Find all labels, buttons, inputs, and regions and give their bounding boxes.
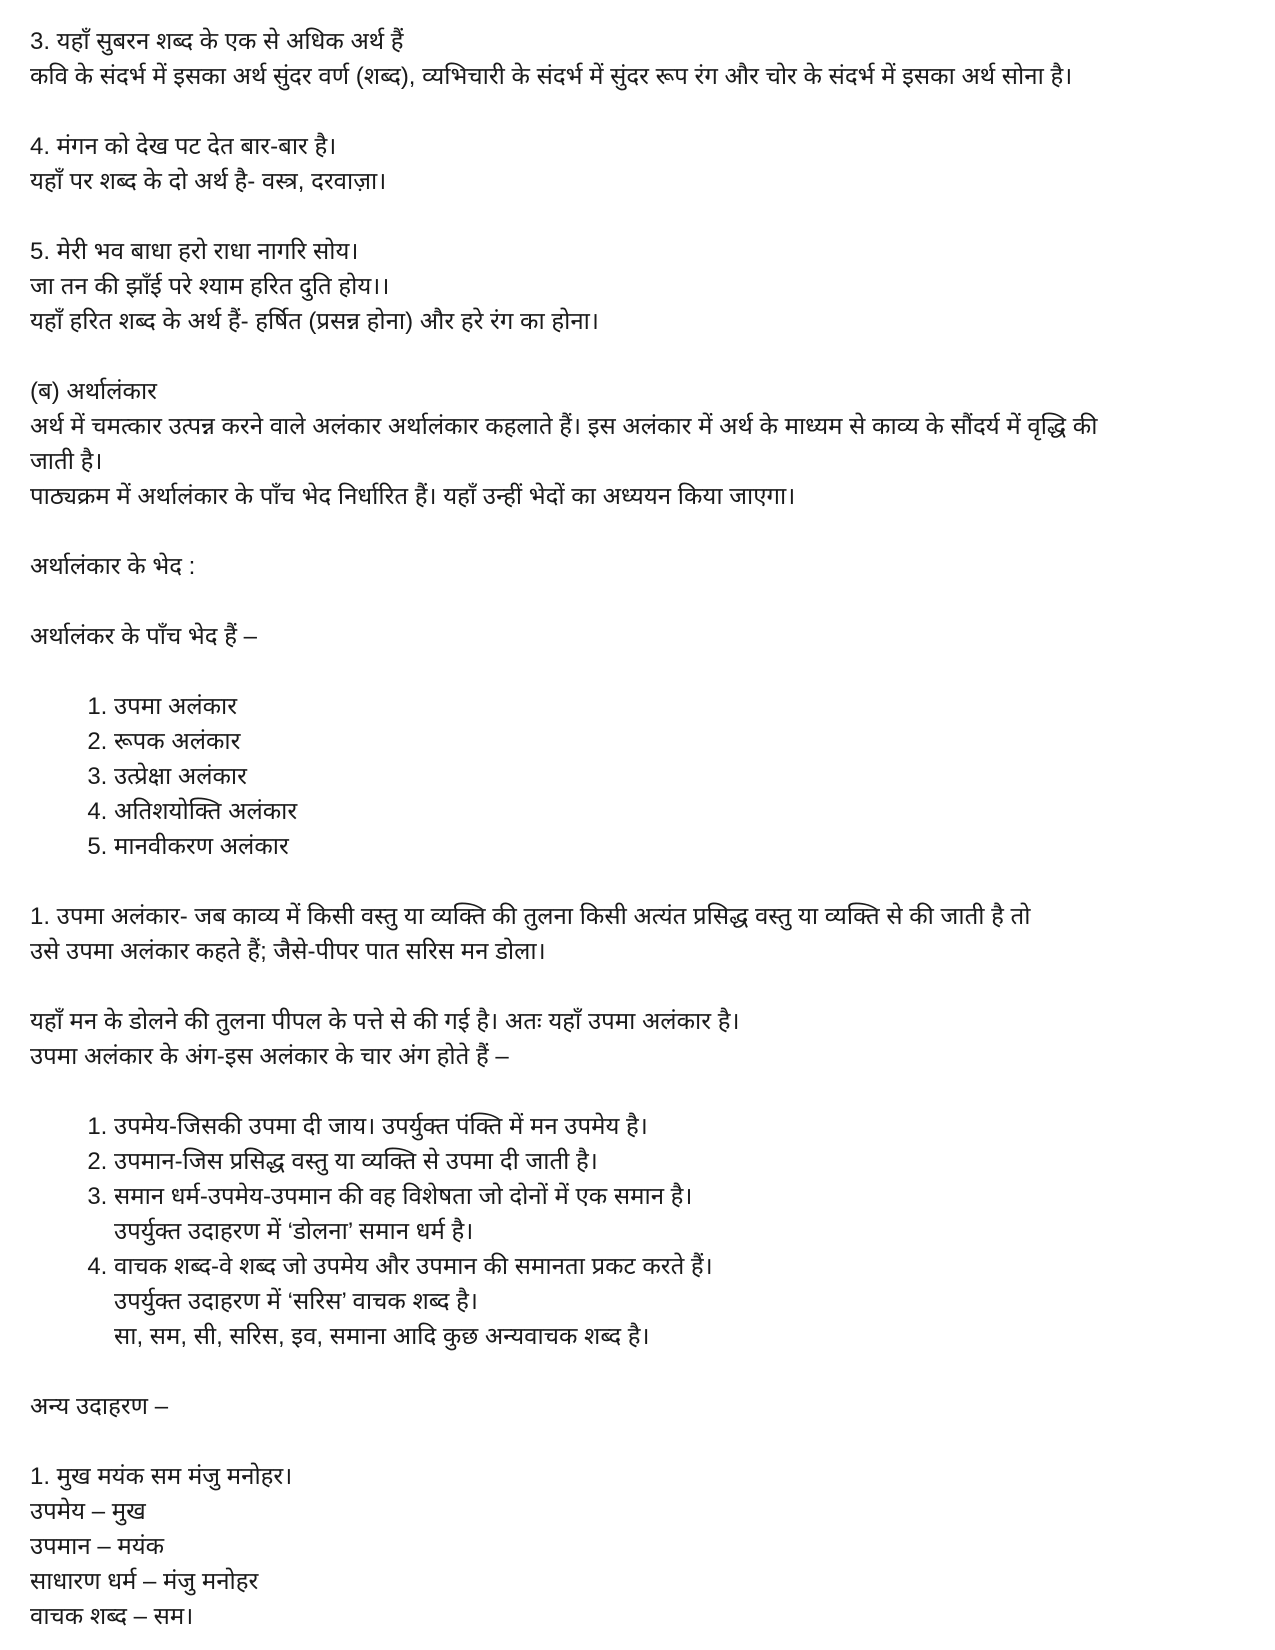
paragraph-arthalankar-definition	[30, 374, 1245, 514]
text-line: 3. यहाँ सुबरन शब्द के एक से अधिक अर्थ हैं	[30, 28, 404, 55]
text-line: 1. उपमेय-जिसकी उपमा दी जाय। उपर्युक्त पंक्ति में मन उपमेय है।	[114, 1113, 648, 1140]
text-line: उपर्युक्त उदाहरण में ‘डोलना’ समान धर्म है।	[114, 1218, 474, 1245]
list-item	[114, 724, 1245, 759]
text-line: कवि के संदर्भ में इसका अर्थ सुंदर वर्ण (शब्द), व्यभिचारी के संदर्भ में सुंदर रूप रंग और चोर के संदर्भ में इसका अर्थ सोना है।	[30, 63, 1073, 90]
text-line: पाठ्यक्रम में अर्थालंकार के पाँच भेद निर्धारित हैं। यहाँ उन्हीं भेदों का अध्ययन किया जाएगा।	[30, 483, 796, 510]
text-line: 1. मुख मयंक सम मंजु मनोहर।	[30, 1463, 293, 1490]
list-item	[114, 1179, 1245, 1249]
text-line: उपमेय – मुख	[30, 1498, 146, 1525]
text-line: 1. उपमा अलंकार	[114, 693, 238, 720]
text-line: 4. अतिशयोक्ति अलंकार	[114, 798, 298, 825]
text-line: साधारण धर्म – मंजु मनोहर	[30, 1568, 259, 1595]
text-line: जाती है।	[30, 448, 103, 475]
paragraph-meaning-4	[30, 129, 1245, 199]
list-item	[114, 759, 1245, 794]
paragraph-meaning-3	[30, 24, 1245, 94]
text-line: 2. उपमान-जिस प्रसिद्ध वस्तु या व्यक्ति से उपमा दी जाती है।	[114, 1148, 598, 1175]
text-line: अर्थालंकर के पाँच भेद हैं –	[30, 623, 257, 650]
text-line: 4. मंगन को देख पट देत बार-बार है।	[30, 133, 337, 160]
text-line: 5. मानवीकरण अलंकार	[114, 833, 289, 860]
heading-arthalankar-bhed	[30, 549, 1245, 584]
text-line: यहाँ मन के डोलने की तुलना पीपल के पत्ते से की गई है। अतः यहाँ उपमा अलंकार है।	[30, 1008, 740, 1035]
text-line: अर्थालंकार के भेद :	[30, 553, 196, 580]
text-line: 2. रूपक अलंकार	[114, 728, 241, 755]
text-line: सा, सम, सी, सरिस, इव, समाना आदि कुछ अन्यवाचक शब्द है।	[114, 1323, 650, 1350]
text-line: 3. उत्प्रेक्षा अलंकार	[114, 763, 247, 790]
paragraph-upama-explanation	[30, 1004, 1245, 1074]
text-line: उपर्युक्त उदाहरण में ‘सरिस’ वाचक शब्द है।	[114, 1288, 479, 1315]
text-line: वाचक शब्द – सम।	[30, 1603, 194, 1630]
text-line: 4. वाचक शब्द-वे शब्द जो उपमेय और उपमान की समानता प्रकट करते हैं।	[114, 1253, 713, 1280]
text-line: उसे उपमा अलंकार कहते हैं; जैसे-पीपर पात सरिस मन डोला।	[30, 938, 546, 965]
text-line: उपमा अलंकार के अंग-इस अलंकार के चार अंग होते हैं –	[30, 1043, 509, 1070]
text-line: जा तन की झाँई परे श्याम हरित दुति होय।।	[30, 273, 390, 300]
list-item	[114, 1144, 1245, 1179]
text-line: अर्थ में चमत्कार उत्पन्न करने वाले अलंकार अर्थालंकार कहलाते हैं। इस अलंकार में अर्थ के माध्यम से काव्य के सौंदर्य में वृद्धि की	[30, 413, 1098, 440]
list-item	[114, 1109, 1245, 1144]
text-line: 1. उपमा अलंकार- जब काव्य में किसी वस्तु या व्यक्ति की तुलना किसी अत्यंत प्रसिद्ध वस्तु या व्यक्ति से की जाती है तो	[30, 903, 1031, 930]
list-item	[114, 1249, 1245, 1354]
paragraph-bhed-intro	[30, 619, 1245, 654]
text-line: उपमान – मयंक	[30, 1533, 165, 1560]
paragraph-meaning-5	[30, 234, 1245, 339]
list-item	[114, 794, 1245, 829]
upama-parts-list	[30, 1109, 1245, 1354]
text-line: (ब) अर्थालंकार	[30, 378, 157, 405]
list-item	[114, 829, 1245, 864]
paragraph-upama-definition	[30, 899, 1245, 969]
paragraph-example-1	[30, 1459, 1245, 1634]
text-line: अन्य उदाहरण –	[30, 1393, 169, 1420]
heading-other-examples	[30, 1389, 1245, 1424]
arthalankar-types-list	[30, 689, 1245, 864]
text-line: यहाँ हरित शब्द के अर्थ हैं- हर्षित (प्रसन्न होना) और हरे रंग का होना।	[30, 308, 599, 335]
text-line: 5. मेरी भव बाधा हरो राधा नागरि सोय।	[30, 238, 359, 265]
text-line: यहाँ पर शब्द के दो अर्थ है- वस्त्र, दरवाज़ा।	[30, 168, 387, 195]
list-item	[114, 689, 1245, 724]
text-line: 3. समान धर्म-उपमेय-उपमान की वह विशेषता जो दोनों में एक समान है।	[114, 1183, 693, 1210]
